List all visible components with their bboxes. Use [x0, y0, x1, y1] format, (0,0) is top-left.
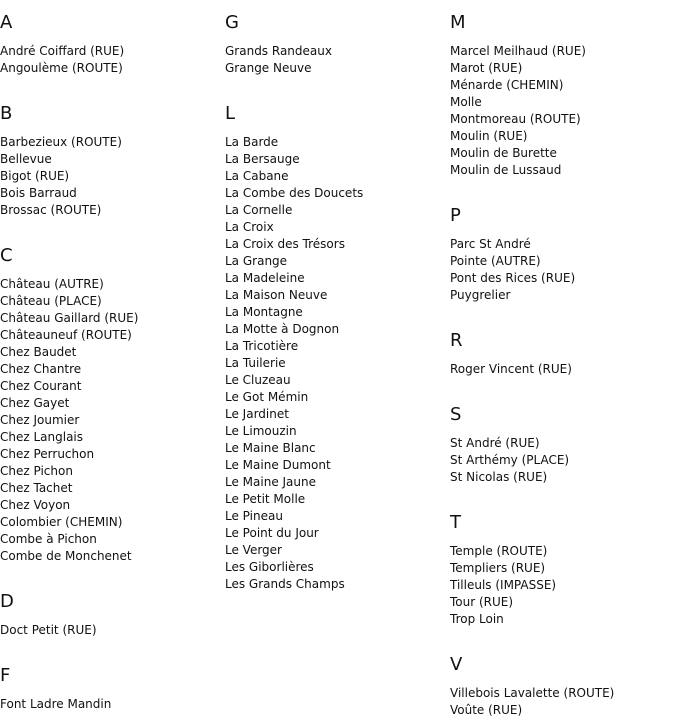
street-item[interactable]: Le Maine Dumont [225, 458, 331, 472]
letter-group-d [0, 591, 220, 637]
letter-heading-m: M [450, 12, 466, 33]
street-item[interactable]: Château (AUTRE) [0, 277, 104, 291]
street-item[interactable]: Molle [450, 95, 482, 109]
street-item[interactable]: Villebois Lavalette (ROUTE) [450, 686, 615, 700]
street-list-b [0, 134, 122, 219]
letter-heading-a: A [0, 12, 13, 33]
street-item[interactable]: La Cornelle [225, 203, 293, 217]
street-item[interactable]: Combe à Pichon [0, 532, 97, 546]
street-item[interactable]: Parc St André [450, 237, 531, 251]
street-item[interactable]: Château Gaillard (RUE) [0, 311, 139, 325]
street-item[interactable]: La Croix des Trésors [225, 237, 345, 251]
street-item[interactable]: St Arthémy (PLACE) [450, 453, 570, 467]
street-list-r [450, 361, 572, 378]
street-item[interactable]: Moulin de Lussaud [450, 163, 562, 177]
street-item[interactable]: Le Maine Jaune [225, 475, 317, 489]
street-item[interactable]: Le Pineau [225, 509, 283, 523]
street-item[interactable]: Marot (RUE) [450, 61, 523, 75]
street-item[interactable]: La Motte à Dognon [225, 322, 340, 336]
street-item[interactable]: Brossac (ROUTE) [0, 203, 102, 217]
street-item[interactable]: La Grange [225, 254, 288, 268]
street-item[interactable]: La Maison Neuve [225, 288, 328, 302]
letter-heading-v: V [450, 654, 463, 675]
street-item[interactable]: La Barde [225, 135, 279, 149]
street-item[interactable]: La Madeleine [225, 271, 305, 285]
letter-heading-c: C [0, 245, 13, 266]
street-list-s [450, 435, 569, 486]
street-item[interactable]: Templiers (RUE) [450, 561, 546, 575]
street-item[interactable]: Ménarde (CHEMIN) [450, 78, 564, 92]
street-list-m [450, 43, 586, 179]
letter-group-a [0, 12, 220, 75]
street-list-g [225, 43, 332, 77]
street-item[interactable]: Châteauneuf (ROUTE) [0, 328, 132, 342]
street-list-c [0, 276, 138, 565]
street-item[interactable]: Les Giborlières [225, 560, 314, 574]
street-item[interactable]: Bois Barraud [0, 186, 77, 200]
street-item[interactable]: Le Petit Molle [225, 492, 306, 506]
street-item[interactable]: Doct Petit (RUE) [0, 623, 97, 637]
street-item[interactable]: La Combe des Doucets [225, 186, 364, 200]
street-item[interactable]: Le Point du Jour [225, 526, 319, 540]
street-list-t [450, 543, 556, 628]
street-item[interactable]: Marcel Meilhaud (RUE) [450, 44, 586, 58]
street-item[interactable]: Chez Voyon [0, 498, 71, 512]
street-item[interactable]: Voûte (RUE) [450, 703, 523, 717]
letter-heading-g: G [225, 12, 239, 33]
street-item[interactable]: La Tuilerie [225, 356, 286, 370]
letter-group-r [450, 330, 670, 376]
street-list-v [450, 685, 614, 719]
letter-group-v [450, 654, 670, 717]
letter-heading-t: T [450, 512, 461, 533]
street-item[interactable]: La Cabane [225, 169, 289, 183]
street-item[interactable]: Chez Gayet [0, 396, 70, 410]
street-item[interactable]: Pointe (AUTRE) [450, 254, 541, 268]
street-item[interactable]: André Coiffard (RUE) [0, 44, 125, 58]
street-item[interactable]: Pont des Rices (RUE) [450, 271, 576, 285]
letter-heading-b: B [0, 103, 13, 124]
street-item[interactable]: La Bersauge [225, 152, 300, 166]
street-list-l [225, 134, 363, 593]
letter-group-g [225, 12, 445, 75]
letter-heading-l: L [225, 103, 236, 124]
street-item[interactable]: Château (PLACE) [0, 294, 102, 308]
street-item[interactable]: Tour (RUE) [450, 595, 514, 609]
letter-heading-r: R [450, 330, 463, 351]
street-item[interactable]: Colombier (CHEMIN) [0, 515, 123, 529]
street-item[interactable]: Chez Tachet [0, 481, 73, 495]
street-item[interactable]: Moulin (RUE) [450, 129, 528, 143]
street-item[interactable]: Chez Joumier [0, 413, 80, 427]
street-item[interactable]: Le Limouzin [225, 424, 297, 438]
street-item[interactable]: Grands Randeaux [225, 44, 332, 58]
street-item[interactable]: Le Jardinet [225, 407, 289, 421]
street-item[interactable]: La Croix [225, 220, 274, 234]
street-item[interactable]: Chez Perruchon [0, 447, 95, 461]
letter-heading-s: S [450, 404, 462, 425]
street-item[interactable]: Angoulème (ROUTE) [0, 61, 123, 75]
letter-group-s [450, 404, 670, 484]
street-list-p [450, 236, 575, 304]
street-item[interactable]: Tilleuls (IMPASSE) [450, 578, 557, 592]
street-item[interactable]: Le Got Mémin [225, 390, 309, 404]
letter-heading-d: D [0, 591, 14, 612]
street-item[interactable]: Le Maine Blanc [225, 441, 316, 455]
street-item[interactable]: Roger Vincent (RUE) [450, 362, 572, 376]
street-item[interactable]: Les Grands Champs [225, 577, 345, 591]
letter-group-b [0, 103, 220, 217]
street-item[interactable]: Font Ladre Mandin [0, 697, 112, 711]
street-item[interactable]: St Nicolas (RUE) [450, 470, 548, 484]
street-item[interactable]: Chez Baudet [0, 345, 77, 359]
street-item[interactable]: Grange Neuve [225, 61, 312, 75]
street-item[interactable]: Trop Loin [450, 612, 504, 626]
street-item[interactable]: Moulin de Burette [450, 146, 557, 160]
letter-heading-p: P [450, 205, 461, 226]
street-item[interactable]: La Montagne [225, 305, 303, 319]
street-list-f [0, 696, 111, 713]
letter-group-c [0, 245, 220, 563]
letter-group-p [450, 205, 670, 302]
street-item[interactable]: Chez Courant [0, 379, 82, 393]
letter-group-t [450, 512, 670, 626]
street-list-a [0, 43, 124, 77]
street-item[interactable]: Barbezieux (ROUTE) [0, 135, 122, 149]
street-item[interactable]: La Tricotière [225, 339, 299, 353]
street-item[interactable]: Temple (ROUTE) [450, 544, 548, 558]
street-item[interactable]: Puygrelier [450, 288, 511, 302]
street-item[interactable]: Le Verger [225, 543, 282, 557]
letter-group-m [450, 12, 670, 177]
street-item[interactable]: Chez Chantre [0, 362, 82, 376]
letter-group-l [225, 103, 445, 591]
street-item[interactable]: Montmoreau (ROUTE) [450, 112, 581, 126]
street-item[interactable]: Bellevue [0, 152, 52, 166]
street-item[interactable]: Chez Pichon [0, 464, 73, 478]
street-item[interactable]: Combe de Monchenet [0, 549, 132, 563]
street-item[interactable]: St André (RUE) [450, 436, 540, 450]
letter-heading-f: F [0, 665, 11, 686]
street-item[interactable]: Le Cluzeau [225, 373, 291, 387]
street-list-d [0, 622, 97, 639]
letter-group-f [0, 665, 220, 711]
street-item[interactable]: Chez Langlais [0, 430, 84, 444]
street-item[interactable]: Bigot (RUE) [0, 169, 70, 183]
